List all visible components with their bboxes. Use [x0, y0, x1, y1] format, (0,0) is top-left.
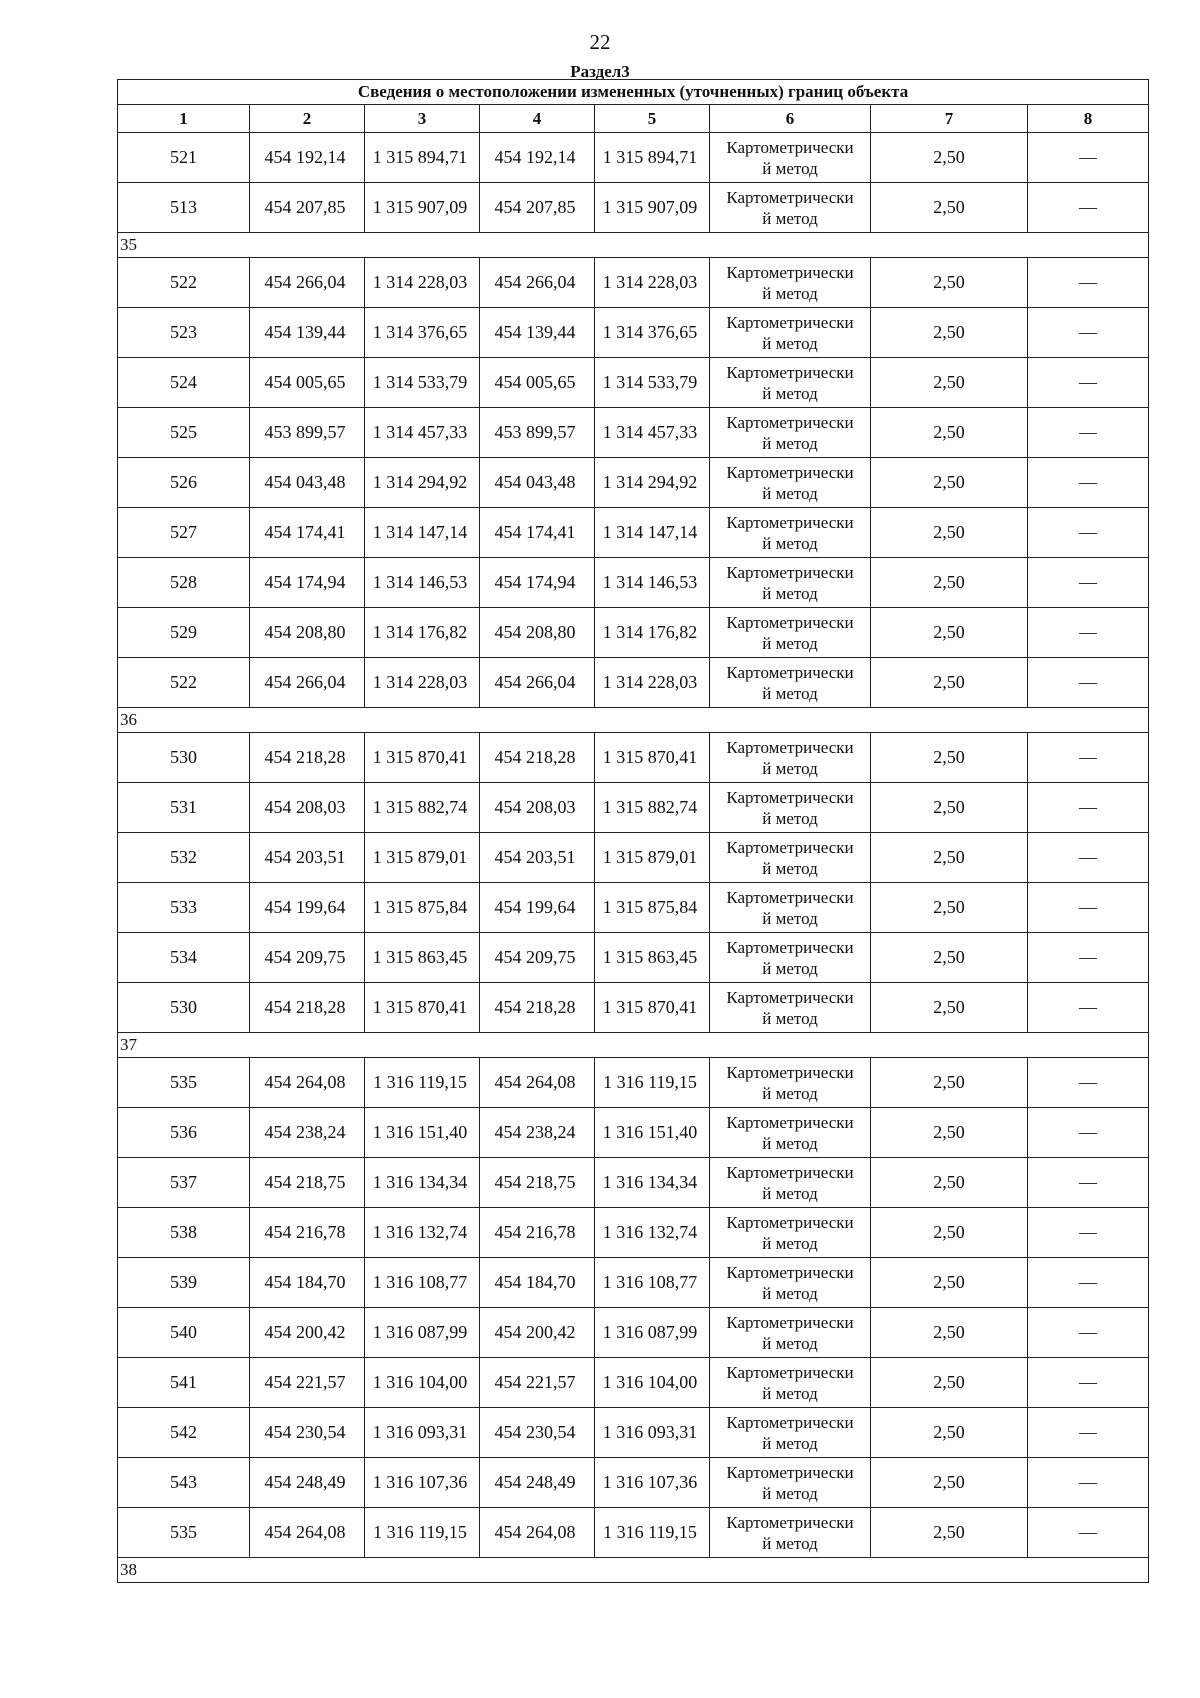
table-row [118, 558, 1149, 608]
x-new-cell: 454 221,57 [480, 1358, 595, 1408]
description-cell: — [1028, 1058, 1149, 1108]
method-cell: Картометрически й метод [710, 783, 871, 833]
y-new-cell: 1 315 882,74 [595, 783, 710, 833]
table-row [118, 783, 1149, 833]
y-old-cell: 1 315 907,09 [365, 183, 480, 233]
table-row [118, 183, 1149, 233]
y-new-cell: 1 314 147,14 [595, 508, 710, 558]
table-row [118, 508, 1149, 558]
accuracy-cell: 2,50 [871, 933, 1028, 983]
point-number-cell: 525 [118, 408, 250, 458]
point-number-cell: 542 [118, 1408, 250, 1458]
method-cell: Картометрически й метод [710, 508, 871, 558]
method-cell: Картометрически й метод [710, 458, 871, 508]
table-row [118, 308, 1149, 358]
x-new-cell: 454 208,80 [480, 608, 595, 658]
y-old-cell: 1 316 132,74 [365, 1208, 480, 1258]
description-cell: — [1028, 1258, 1149, 1308]
point-number-cell: 529 [118, 608, 250, 658]
description-cell: — [1028, 1358, 1149, 1408]
y-old-cell: 1 316 119,15 [365, 1508, 480, 1558]
column-number: 7 [871, 105, 1028, 133]
x-new-cell: 454 208,03 [480, 783, 595, 833]
point-number-cell: 531 [118, 783, 250, 833]
method-cell: Картометрически й метод [710, 658, 871, 708]
x-new-cell: 454 184,70 [480, 1258, 595, 1308]
table-row [118, 1458, 1149, 1508]
x-new-cell: 454 199,64 [480, 883, 595, 933]
accuracy-cell: 2,50 [871, 1358, 1028, 1408]
x-old-cell: 454 208,03 [250, 783, 365, 833]
y-old-cell: 1 314 294,92 [365, 458, 480, 508]
y-old-cell: 1 316 151,40 [365, 1108, 480, 1158]
table-row [118, 658, 1149, 708]
table-row [118, 1058, 1149, 1108]
method-cell: Картометрически й метод [710, 408, 871, 458]
y-old-cell: 1 315 870,41 [365, 983, 480, 1033]
method-cell: Картометрически й метод [710, 1458, 871, 1508]
method-cell: Картометрически й метод [710, 883, 871, 933]
accuracy-cell: 2,50 [871, 558, 1028, 608]
description-cell: — [1028, 733, 1149, 783]
table-caption: Сведения о местоположении измененных (уточненных) границ объекта [118, 80, 1149, 105]
table-row [118, 408, 1149, 458]
y-new-cell: 1 315 870,41 [595, 733, 710, 783]
description-cell: — [1028, 1408, 1149, 1458]
contour-group-row [118, 1033, 1149, 1058]
point-number-cell: 526 [118, 458, 250, 508]
table-row [118, 458, 1149, 508]
accuracy-cell: 2,50 [871, 133, 1028, 183]
x-new-cell: 454 218,75 [480, 1158, 595, 1208]
accuracy-cell: 2,50 [871, 408, 1028, 458]
y-old-cell: 1 316 087,99 [365, 1308, 480, 1358]
method-cell: Картометрически й метод [710, 1258, 871, 1308]
x-old-cell: 454 230,54 [250, 1408, 365, 1458]
table-row [118, 1108, 1149, 1158]
method-cell: Картометрически й метод [710, 133, 871, 183]
x-old-cell: 454 264,08 [250, 1508, 365, 1558]
page-number: 22 [589, 30, 611, 54]
contour-number-label: 38 [118, 1558, 1149, 1583]
method-cell: Картометрически й метод [710, 1508, 871, 1558]
x-old-cell: 454 200,42 [250, 1308, 365, 1358]
x-old-cell: 454 218,28 [250, 983, 365, 1033]
point-number-cell: 543 [118, 1458, 250, 1508]
x-old-cell: 454 192,14 [250, 133, 365, 183]
contour-number-label: 35 [118, 233, 1149, 258]
table-row [118, 983, 1149, 1033]
description-cell: — [1028, 608, 1149, 658]
x-new-cell: 454 264,08 [480, 1058, 595, 1108]
point-number-cell: 530 [118, 983, 250, 1033]
x-old-cell: 454 207,85 [250, 183, 365, 233]
accuracy-cell: 2,50 [871, 783, 1028, 833]
description-cell: — [1028, 308, 1149, 358]
x-old-cell: 454 139,44 [250, 308, 365, 358]
accuracy-cell: 2,50 [871, 1258, 1028, 1308]
point-number-cell: 535 [118, 1508, 250, 1558]
section-title: Раздел3 [570, 62, 630, 81]
description-cell: — [1028, 883, 1149, 933]
point-number-cell: 523 [118, 308, 250, 358]
description-cell: — [1028, 1508, 1149, 1558]
method-cell: Картометрически й метод [710, 1058, 871, 1108]
column-number: 4 [480, 105, 595, 133]
method-cell: Картометрически й метод [710, 833, 871, 883]
x-old-cell: 454 238,24 [250, 1108, 365, 1158]
point-number-cell: 521 [118, 133, 250, 183]
description-cell: — [1028, 258, 1149, 308]
y-old-cell: 1 316 119,15 [365, 1058, 480, 1108]
column-number-row [118, 105, 1149, 133]
accuracy-cell: 2,50 [871, 1208, 1028, 1258]
description-cell: — [1028, 408, 1149, 458]
table-row [118, 1258, 1149, 1308]
y-new-cell: 1 314 376,65 [595, 308, 710, 358]
x-old-cell: 454 199,64 [250, 883, 365, 933]
contour-number-label: 37 [118, 1033, 1149, 1058]
x-new-cell: 454 139,44 [480, 308, 595, 358]
y-old-cell: 1 314 228,03 [365, 258, 480, 308]
column-number: 5 [595, 105, 710, 133]
x-new-cell: 454 218,28 [480, 983, 595, 1033]
y-old-cell: 1 314 376,65 [365, 308, 480, 358]
x-new-cell: 454 248,49 [480, 1458, 595, 1508]
y-old-cell: 1 314 176,82 [365, 608, 480, 658]
y-old-cell: 1 316 134,34 [365, 1158, 480, 1208]
method-cell: Картометрически й метод [710, 258, 871, 308]
method-cell: Картометрически й метод [710, 1358, 871, 1408]
description-cell: — [1028, 133, 1149, 183]
accuracy-cell: 2,50 [871, 458, 1028, 508]
description-cell: — [1028, 658, 1149, 708]
y-new-cell: 1 316 132,74 [595, 1208, 710, 1258]
table-row [118, 833, 1149, 883]
x-old-cell: 454 216,78 [250, 1208, 365, 1258]
accuracy-cell: 2,50 [871, 258, 1028, 308]
column-number: 8 [1028, 105, 1149, 133]
accuracy-cell: 2,50 [871, 608, 1028, 658]
accuracy-cell: 2,50 [871, 358, 1028, 408]
description-cell: — [1028, 1458, 1149, 1508]
point-number-cell: 539 [118, 1258, 250, 1308]
x-new-cell: 454 174,41 [480, 508, 595, 558]
method-cell: Картометрически й метод [710, 558, 871, 608]
accuracy-cell: 2,50 [871, 1508, 1028, 1558]
y-new-cell: 1 316 107,36 [595, 1458, 710, 1508]
point-number-cell: 541 [118, 1358, 250, 1408]
table-row [118, 1358, 1149, 1408]
x-new-cell: 453 899,57 [480, 408, 595, 458]
method-cell: Картометрически й метод [710, 308, 871, 358]
point-number-cell: 537 [118, 1158, 250, 1208]
y-old-cell: 1 315 875,84 [365, 883, 480, 933]
y-old-cell: 1 316 104,00 [365, 1358, 480, 1408]
accuracy-cell: 2,50 [871, 833, 1028, 883]
y-old-cell: 1 314 146,53 [365, 558, 480, 608]
x-new-cell: 454 238,24 [480, 1108, 595, 1158]
point-number-cell: 527 [118, 508, 250, 558]
x-new-cell: 454 230,54 [480, 1408, 595, 1458]
y-new-cell: 1 316 119,15 [595, 1058, 710, 1108]
x-old-cell: 454 184,70 [250, 1258, 365, 1308]
x-old-cell: 454 174,94 [250, 558, 365, 608]
accuracy-cell: 2,50 [871, 1108, 1028, 1158]
accuracy-cell: 2,50 [871, 1408, 1028, 1458]
description-cell: — [1028, 1308, 1149, 1358]
y-old-cell: 1 316 108,77 [365, 1258, 480, 1308]
method-cell: Картометрически й метод [710, 1408, 871, 1458]
y-new-cell: 1 314 176,82 [595, 608, 710, 658]
method-cell: Картометрически й метод [710, 733, 871, 783]
method-cell: Картометрически й метод [710, 1208, 871, 1258]
x-new-cell: 454 207,85 [480, 183, 595, 233]
y-new-cell: 1 314 228,03 [595, 258, 710, 308]
table-row [118, 1308, 1149, 1358]
accuracy-cell: 2,50 [871, 658, 1028, 708]
x-new-cell: 454 200,42 [480, 1308, 595, 1358]
description-cell: — [1028, 508, 1149, 558]
method-cell: Картометрически й метод [710, 358, 871, 408]
y-new-cell: 1 315 907,09 [595, 183, 710, 233]
y-new-cell: 1 315 894,71 [595, 133, 710, 183]
description-cell: — [1028, 358, 1149, 408]
method-cell: Картометрически й метод [710, 1308, 871, 1358]
description-cell: — [1028, 558, 1149, 608]
point-number-cell: 538 [118, 1208, 250, 1258]
description-cell: — [1028, 1208, 1149, 1258]
description-cell: — [1028, 933, 1149, 983]
y-new-cell: 1 314 228,03 [595, 658, 710, 708]
table-row [118, 1508, 1149, 1558]
description-cell: — [1028, 833, 1149, 883]
x-new-cell: 454 005,65 [480, 358, 595, 408]
column-number: 6 [710, 105, 871, 133]
accuracy-cell: 2,50 [871, 183, 1028, 233]
y-old-cell: 1 314 533,79 [365, 358, 480, 408]
y-new-cell: 1 315 870,41 [595, 983, 710, 1033]
x-old-cell: 454 043,48 [250, 458, 365, 508]
table-row [118, 883, 1149, 933]
point-number-cell: 522 [118, 258, 250, 308]
accuracy-cell: 2,50 [871, 883, 1028, 933]
boundary-coordinates-table [117, 79, 1149, 1583]
method-cell: Картометрически й метод [710, 1108, 871, 1158]
contour-group-row [118, 1558, 1149, 1583]
point-number-cell: 535 [118, 1058, 250, 1108]
y-old-cell: 1 315 894,71 [365, 133, 480, 183]
x-old-cell: 454 221,57 [250, 1358, 365, 1408]
y-old-cell: 1 316 107,36 [365, 1458, 480, 1508]
y-old-cell: 1 315 870,41 [365, 733, 480, 783]
y-new-cell: 1 316 119,15 [595, 1508, 710, 1558]
point-number-cell: 534 [118, 933, 250, 983]
x-new-cell: 454 174,94 [480, 558, 595, 608]
table-row [118, 1208, 1149, 1258]
point-number-cell: 533 [118, 883, 250, 933]
y-new-cell: 1 315 875,84 [595, 883, 710, 933]
x-new-cell: 454 266,04 [480, 258, 595, 308]
method-cell: Картометрически й метод [710, 983, 871, 1033]
x-new-cell: 454 192,14 [480, 133, 595, 183]
y-old-cell: 1 314 147,14 [365, 508, 480, 558]
x-old-cell: 454 209,75 [250, 933, 365, 983]
contour-group-row [118, 233, 1149, 258]
description-cell: — [1028, 183, 1149, 233]
x-new-cell: 454 266,04 [480, 658, 595, 708]
y-new-cell: 1 315 863,45 [595, 933, 710, 983]
table-row [118, 1408, 1149, 1458]
y-old-cell: 1 315 882,74 [365, 783, 480, 833]
x-old-cell: 454 218,28 [250, 733, 365, 783]
method-cell: Картометрически й метод [710, 1158, 871, 1208]
x-old-cell: 454 203,51 [250, 833, 365, 883]
point-number-cell: 513 [118, 183, 250, 233]
point-number-cell: 532 [118, 833, 250, 883]
point-number-cell: 540 [118, 1308, 250, 1358]
x-old-cell: 454 005,65 [250, 358, 365, 408]
table-row [118, 933, 1149, 983]
y-new-cell: 1 316 087,99 [595, 1308, 710, 1358]
y-new-cell: 1 316 134,34 [595, 1158, 710, 1208]
x-old-cell: 454 264,08 [250, 1058, 365, 1108]
description-cell: — [1028, 458, 1149, 508]
method-cell: Картометрически й метод [710, 183, 871, 233]
y-new-cell: 1 316 151,40 [595, 1108, 710, 1158]
point-number-cell: 530 [118, 733, 250, 783]
x-old-cell: 454 266,04 [250, 658, 365, 708]
y-new-cell: 1 314 146,53 [595, 558, 710, 608]
contour-group-row [118, 708, 1149, 733]
accuracy-cell: 2,50 [871, 508, 1028, 558]
y-old-cell: 1 316 093,31 [365, 1408, 480, 1458]
y-new-cell: 1 314 457,33 [595, 408, 710, 458]
y-new-cell: 1 315 879,01 [595, 833, 710, 883]
y-old-cell: 1 314 228,03 [365, 658, 480, 708]
x-old-cell: 454 266,04 [250, 258, 365, 308]
x-new-cell: 454 043,48 [480, 458, 595, 508]
column-number: 2 [250, 105, 365, 133]
point-number-cell: 524 [118, 358, 250, 408]
x-old-cell: 454 208,80 [250, 608, 365, 658]
x-new-cell: 454 203,51 [480, 833, 595, 883]
x-old-cell: 454 218,75 [250, 1158, 365, 1208]
description-cell: — [1028, 783, 1149, 833]
table-row [118, 1158, 1149, 1208]
x-new-cell: 454 209,75 [480, 933, 595, 983]
description-cell: — [1028, 983, 1149, 1033]
accuracy-cell: 2,50 [871, 1308, 1028, 1358]
x-old-cell: 454 248,49 [250, 1458, 365, 1508]
point-number-cell: 528 [118, 558, 250, 608]
x-old-cell: 454 174,41 [250, 508, 365, 558]
contour-number-label: 36 [118, 708, 1149, 733]
y-new-cell: 1 316 104,00 [595, 1358, 710, 1408]
accuracy-cell: 2,50 [871, 733, 1028, 783]
x-old-cell: 453 899,57 [250, 408, 365, 458]
y-old-cell: 1 314 457,33 [365, 408, 480, 458]
y-new-cell: 1 314 294,92 [595, 458, 710, 508]
accuracy-cell: 2,50 [871, 983, 1028, 1033]
y-old-cell: 1 315 879,01 [365, 833, 480, 883]
x-new-cell: 454 264,08 [480, 1508, 595, 1558]
table-row [118, 133, 1149, 183]
method-cell: Картометрически й метод [710, 608, 871, 658]
accuracy-cell: 2,50 [871, 1158, 1028, 1208]
accuracy-cell: 2,50 [871, 308, 1028, 358]
y-old-cell: 1 315 863,45 [365, 933, 480, 983]
point-number-cell: 536 [118, 1108, 250, 1158]
y-new-cell: 1 316 093,31 [595, 1408, 710, 1458]
method-cell: Картометрически й метод [710, 933, 871, 983]
point-number-cell: 522 [118, 658, 250, 708]
table-row [118, 733, 1149, 783]
accuracy-cell: 2,50 [871, 1458, 1028, 1508]
column-number: 3 [365, 105, 480, 133]
accuracy-cell: 2,50 [871, 1058, 1028, 1108]
x-new-cell: 454 218,28 [480, 733, 595, 783]
table-row [118, 608, 1149, 658]
table-row [118, 358, 1149, 408]
y-new-cell: 1 316 108,77 [595, 1258, 710, 1308]
description-cell: — [1028, 1158, 1149, 1208]
y-new-cell: 1 314 533,79 [595, 358, 710, 408]
column-number: 1 [118, 105, 250, 133]
table-row [118, 258, 1149, 308]
description-cell: — [1028, 1108, 1149, 1158]
x-new-cell: 454 216,78 [480, 1208, 595, 1258]
